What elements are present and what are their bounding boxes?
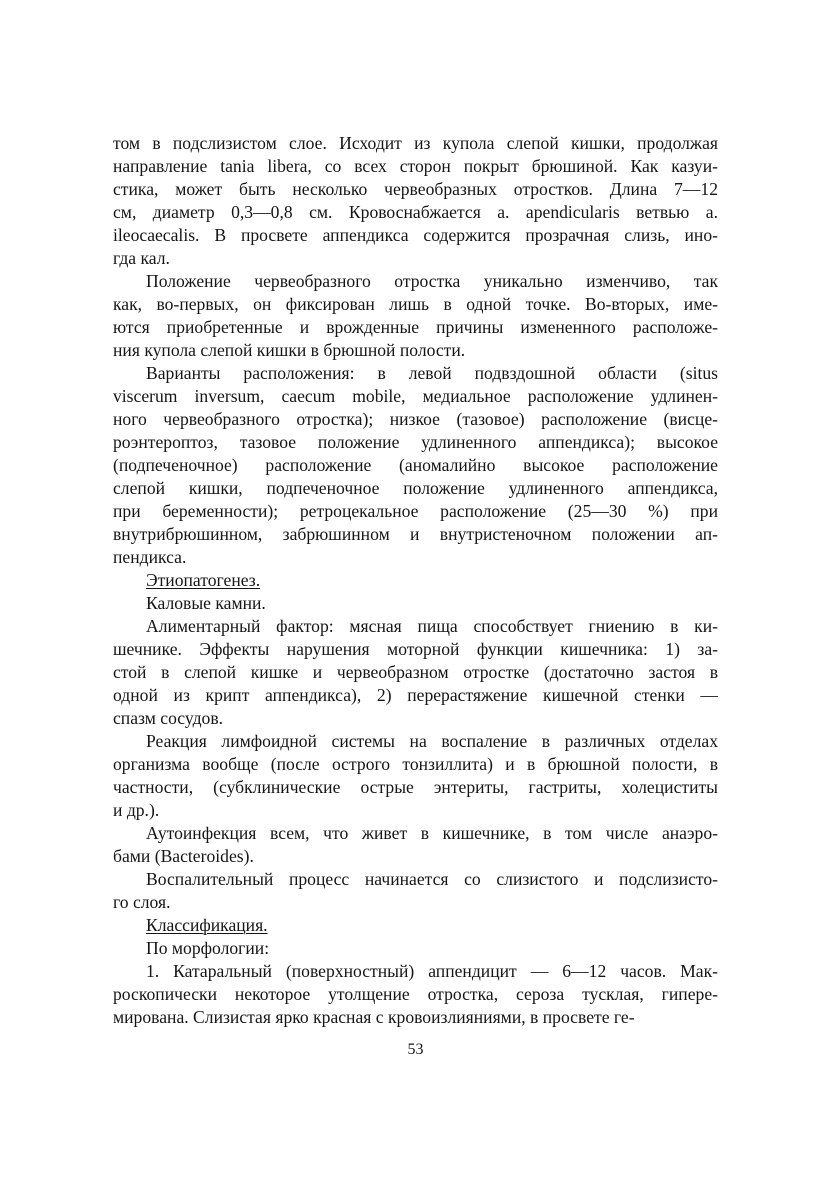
- paragraph: [113, 592, 718, 615]
- text-line: [113, 914, 718, 937]
- text-line: [113, 868, 718, 891]
- heading-text: Этиопатогенез.: [146, 570, 261, 590]
- paragraph: [113, 615, 718, 730]
- line-text: viscerum inversum, caecum mobile, медиальное расположение удлинен-: [113, 386, 718, 406]
- text-line: [113, 1006, 718, 1029]
- paragraph: [113, 822, 718, 868]
- paragraph: [113, 730, 718, 822]
- line-text: ния купола слепой кишки в брюшной полости.: [113, 340, 466, 360]
- text-line: [113, 500, 718, 523]
- line-text: как, во-первых, он фиксирован лишь в одной точке. Во-вторых, име-: [113, 294, 718, 314]
- line-text: одной из крипт аппендикса), 2) перерастяжение кишечной стенки —: [113, 685, 718, 705]
- text-line: [113, 684, 718, 707]
- text-line: [113, 822, 718, 845]
- text-line: [113, 707, 718, 730]
- text-line: [113, 408, 718, 431]
- line-text: при беременности); ретроцекальное расположение (25—30 %) при: [113, 501, 718, 521]
- line-text: ного червеобразного отростка); низкое (тазовое) расположение (висце-: [113, 409, 718, 429]
- text-line: [113, 362, 718, 385]
- line-text: гда кал.: [113, 248, 170, 268]
- line-text: бами (Bacteroides).: [113, 846, 254, 866]
- line-text: Алиментарный фактор: мясная пища способствует гниению в ки-: [146, 616, 718, 636]
- text-line: [113, 983, 718, 1006]
- line-text: направление tania libera, со всех сторон покрыт брюшиной. Как казуи-: [113, 156, 718, 176]
- line-text: Положение червеобразного отростка уникально изменчиво, так: [146, 271, 718, 291]
- text-line: [113, 799, 718, 822]
- paragraph: [113, 362, 718, 569]
- text-line: [113, 753, 718, 776]
- line-text: ileocaecalis. В просвете аппендикса содержится прозрачная слизь, ино-: [113, 225, 718, 245]
- text-line: [113, 201, 718, 224]
- text-line: [113, 730, 718, 753]
- paragraph: [113, 132, 718, 270]
- body-text: [113, 132, 718, 1029]
- text-line: [113, 615, 718, 638]
- line-text: По морфологии:: [146, 938, 270, 958]
- line-text: 1. Катаральный (поверхностный) аппендицит — 6—12 часов. Мак-: [146, 961, 718, 981]
- text-line: [113, 523, 718, 546]
- text-line: [113, 638, 718, 661]
- line-text: шечнике. Эффекты нарушения моторной функции кишечника: 1) за-: [113, 639, 718, 659]
- line-text: (подпеченочное) расположение (аномалийно высокое расположение: [113, 455, 718, 475]
- line-text: роскопически некоторое утолщение отростка, сероза тусклая, гипере-: [113, 984, 718, 1004]
- text-line: [113, 178, 718, 201]
- text-line: [113, 891, 718, 914]
- paragraph: [113, 868, 718, 914]
- line-text: слепой кишки, подпеченочное положение удлиненного аппендикса,: [113, 478, 718, 498]
- line-text: частности, (субклинические острые энтериты, гастриты, холециститы: [113, 777, 718, 797]
- line-text: роэнтероптоз, тазовое положение удлиненного аппендикса); высокое: [113, 432, 718, 452]
- line-text: том в подслизистом слое. Исходит из купола слепой кишки, продолжая: [113, 133, 718, 153]
- text-line: [113, 845, 718, 868]
- line-text: и др.).: [113, 800, 160, 820]
- paragraph: [113, 960, 718, 1029]
- line-text: внутрибрюшинном, забрюшинном и внутристеночном положении ап-: [113, 524, 718, 544]
- text-line: [113, 224, 718, 247]
- text-line: [113, 385, 718, 408]
- line-text: ются приобретенные и врожденные причины измененного расположе-: [113, 317, 718, 337]
- line-text: мирована. Слизистая ярко красная с кровоизлияниями, в просвете ге-: [113, 1007, 635, 1027]
- line-text: стой в слепой кишке и червеобразном отростке (достаточно застоя в: [113, 662, 718, 682]
- line-text: пендикса.: [113, 547, 187, 567]
- line-text: Аутоинфекция всем, что живет в кишечнике, в том числе анаэро-: [146, 823, 718, 843]
- text-line: [113, 454, 718, 477]
- section-heading: [113, 569, 718, 592]
- text-line: [113, 270, 718, 293]
- line-text: Реакция лимфоидной системы на воспаление в различных отделах: [146, 731, 718, 751]
- text-line: [113, 546, 718, 569]
- line-text: Каловые камни.: [146, 593, 266, 613]
- text-line: [113, 293, 718, 316]
- section-heading: [113, 914, 718, 937]
- line-text: го слоя.: [113, 892, 171, 912]
- text-line: [113, 155, 718, 178]
- text-line: [113, 569, 718, 592]
- line-text: стика, может быть несколько червеобразных отростков. Длина 7—12: [113, 179, 718, 199]
- line-text: спазм сосудов.: [113, 708, 224, 728]
- paragraph: [113, 270, 718, 362]
- line-text: Воспалительный процесс начинается со слизистого и подслизисто-: [146, 869, 718, 889]
- page-number: 53: [407, 1041, 424, 1058]
- text-line: [113, 431, 718, 454]
- text-line: [113, 247, 718, 270]
- text-line: [113, 776, 718, 799]
- text-line: [113, 477, 718, 500]
- text-line: [113, 339, 718, 362]
- text-line: [113, 132, 718, 155]
- line-text: Варианты расположения: в левой подвздошной области (situs: [146, 363, 718, 383]
- text-line: [113, 661, 718, 684]
- line-text: см, диаметр 0,3—0,8 см. Кровоснабжается а. apendicularis ветвью а.: [113, 202, 718, 222]
- text-line: [113, 592, 718, 615]
- line-text: организма вообще (после острого тонзиллита) и в брюшной полости, в: [113, 754, 718, 774]
- paragraph: [113, 937, 718, 960]
- heading-text: Классификация.: [146, 915, 268, 935]
- text-line: [113, 316, 718, 339]
- text-line: [113, 960, 718, 983]
- text-line: [113, 937, 718, 960]
